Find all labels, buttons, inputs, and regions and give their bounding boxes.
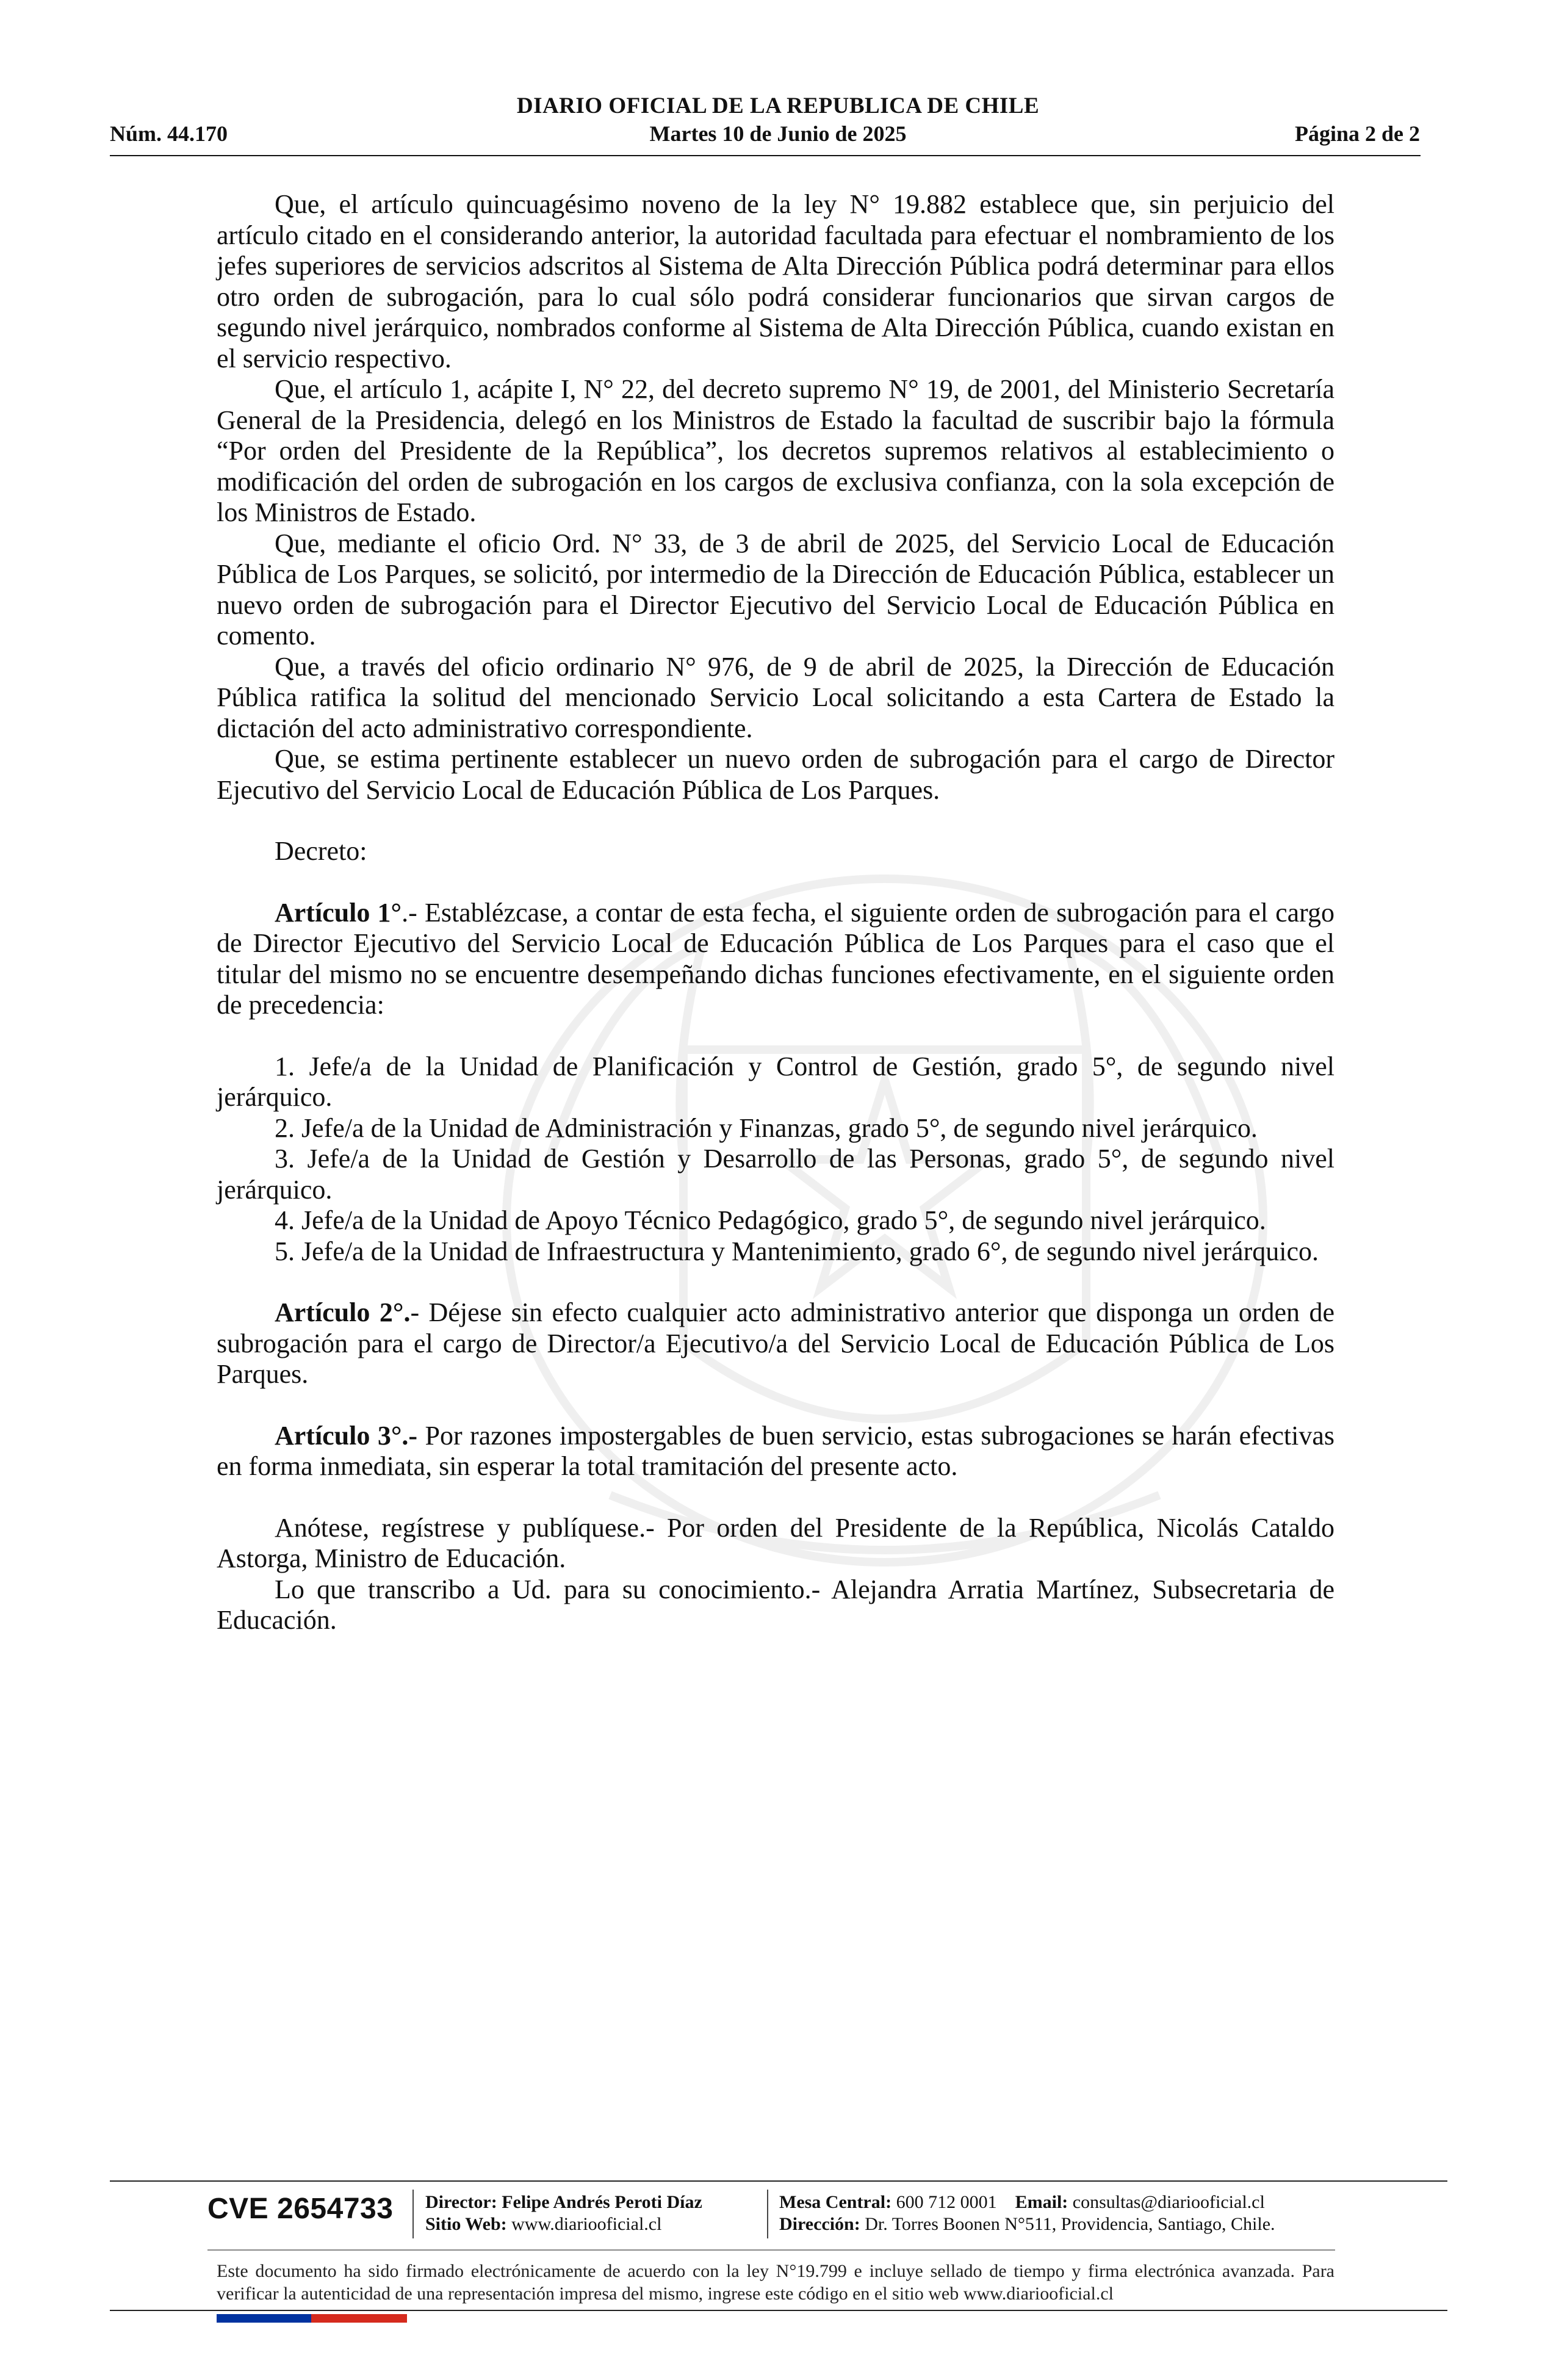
- flag-stripe-red: [311, 2314, 407, 2323]
- decreto-label: Decreto:: [275, 836, 367, 866]
- cve-code: CVE 2654733: [207, 2193, 394, 2225]
- closing-paragraph: Anótese, regístrese y publíquese.- Por orden del Presidente de la República, Nicolás Cataldo Astorga, Ministro de Educación.: [217, 1512, 1334, 1573]
- email-label: Email:: [1015, 2192, 1068, 2212]
- considerando-paragraph: Que, se estima pertinente establecer un nuevo orden de subrogación para el cargo de Director Ejecutivo del Servicio Local de Educación Pública de Los Parques.: [217, 744, 1334, 805]
- list-item: 2. Jefe/a de la Unidad de Administración y Finanzas, grado 5°, de segundo nivel jerárquico.: [275, 1112, 1258, 1143]
- director-label: Director:: [425, 2192, 497, 2212]
- article-2: [217, 1297, 1334, 1390]
- issue-date: Martes 10 de Junio de 2025: [649, 121, 907, 146]
- footer-director-block: [425, 2191, 702, 2235]
- header-divider: [110, 155, 1421, 156]
- list-item: 1. Jefe/a de la Unidad de Planificación y Control de Gestión, grado 5°, de segundo nivel jerárquico.: [217, 1051, 1334, 1112]
- footer-divider-mid: [207, 2249, 1335, 2251]
- article-1: [217, 898, 1334, 1021]
- email-link[interactable]: consultas@diariooficial.cl: [1072, 2192, 1265, 2212]
- newspaper-title: DIARIO OFICIAL DE LA REPUBLICA DE CHILE: [516, 93, 1040, 118]
- flag-stripe-blue: [217, 2314, 311, 2323]
- mesa-central-value: 600 712 0001: [896, 2192, 997, 2212]
- page-indicator: Página 2 de 2: [1294, 121, 1420, 146]
- article-1-text: .- Establézcase, a contar de esta fecha, el siguiente orden de subrogación para el cargo de Director Ejecutivo del Servicio Local de Educación Pública de Los Parques para el caso que el titular del mismo no se encuentre desempeñando dichas funciones efectivamente, en el siguiente orden de precedencia:: [217, 897, 1334, 1020]
- article-3: [217, 1421, 1334, 1482]
- footer-contact-block: [779, 2191, 1275, 2235]
- article-1-label: Artículo 1°: [275, 897, 402, 928]
- list-item: 4. Jefe/a de la Unidad de Apoyo Técnico Pedagógico, grado 5°, de segundo nivel jerárquico.: [275, 1205, 1266, 1235]
- address-value: Dr. Torres Boonen N°511, Providencia, Santiago, Chile.: [865, 2214, 1275, 2234]
- issue-number: Núm. 44.170: [110, 121, 228, 146]
- footer-separator: [412, 2190, 414, 2238]
- article-3-text: Por razones impostergables de buen servicio, estas subrogaciones se harán efectivas en forma inmediata, sin esperar la total tramitación del presente acto.: [217, 1420, 1334, 1481]
- mesa-central-label: Mesa Central:: [779, 2192, 892, 2212]
- list-item: 3. Jefe/a de la Unidad de Gestión y Desarrollo de las Personas, grado 5°, de segundo nivel jerárquico.: [217, 1144, 1334, 1205]
- director-name: Felipe Andrés Peroti Díaz: [502, 2192, 702, 2212]
- address-label: Dirección:: [779, 2214, 860, 2234]
- considerando-paragraph: Que, el artículo quincuagésimo noveno de la ley N° 19.882 establece que, sin perjuicio del artículo citado en el considerando anterior, la autoridad facultada para efectuar el nombramiento de los jefes superiores de servicios adscritos al Sistema de Alta Dirección Pública podrá determinar para ellos otro orden de subrogación, para lo cual sólo podrá considerar funcionarios que sirvan cargos de segundo nivel jerárquico, nombrados conforme al Sistema de Alta Dirección Pública, cuando existan en el servicio respectivo.: [217, 189, 1334, 373]
- footer-divider-top: [110, 2180, 1447, 2182]
- article-2-text: - Déjese sin efecto cualquier acto administrativo anterior que disponga un orden de subrogación para el cargo de Director/a Ejecutivo/a del Servicio Local de Educación Pública de Los Parques.: [217, 1297, 1334, 1389]
- considerando-paragraph: Que, mediante el oficio Ord. N° 33, de 3 de abril de 2025, del Servicio Local de Educación Pública de Los Parques, se solicitó, por intermedio de la Dirección de Educación Pública, establecer un nuevo orden de subrogación para el Director Ejecutivo del Servicio Local de Educación Pública en comento.: [217, 528, 1334, 651]
- website-label: Sitio Web:: [425, 2214, 507, 2234]
- website-link[interactable]: www.diariooficial.cl: [511, 2214, 662, 2234]
- decree-body: [217, 189, 1334, 1636]
- article-2-label: Artículo 2°.: [275, 1297, 411, 1327]
- considerando-paragraph: Que, el artículo 1, acápite I, N° 22, del decreto supremo N° 19, de 2001, del Ministerio Secretaría General de la Presidencia, delegó en los Ministros de Estado la facultad de suscribir bajo la fórmula “Por orden del Presidente de la República”, los decretos supremos relativos al establecimiento o modificación del orden de subrogación en los cargos de exclusiva confianza, con la sola excepción de los Ministros de Estado.: [217, 374, 1334, 527]
- closing-paragraph: Lo que transcribo a Ud. para su conocimiento.- Alejandra Arratia Martínez, Subsecretaria de Educación.: [217, 1574, 1334, 1635]
- footer-separator: [767, 2190, 768, 2238]
- signature-notice: Este documento ha sido firmado electrónicamente de acuerdo con la ley N°19.799 e incluye sellado de tiempo y firma electrónica avanzada. Para verificar la autenticidad de una representación impresa del mismo, ingrese este código en el sitio web www.diariooficial.cl: [217, 2261, 1334, 2304]
- article-3-label: Artículo 3°.-: [275, 1420, 418, 1451]
- list-item: 5. Jefe/a de la Unidad de Infraestructura y Mantenimiento, grado 6°, de segundo nivel jerárquico.: [275, 1236, 1319, 1266]
- considerando-paragraph: Que, a través del oficio ordinario N° 976, de 9 de abril de 2025, la Dirección de Educación Pública ratifica la solitud del mencionado Servicio Local solicitando a esta Cartera de Estado la dictación del acto administrativo correspondiente.: [217, 651, 1334, 743]
- footer-divider-bottom: [110, 2310, 1447, 2311]
